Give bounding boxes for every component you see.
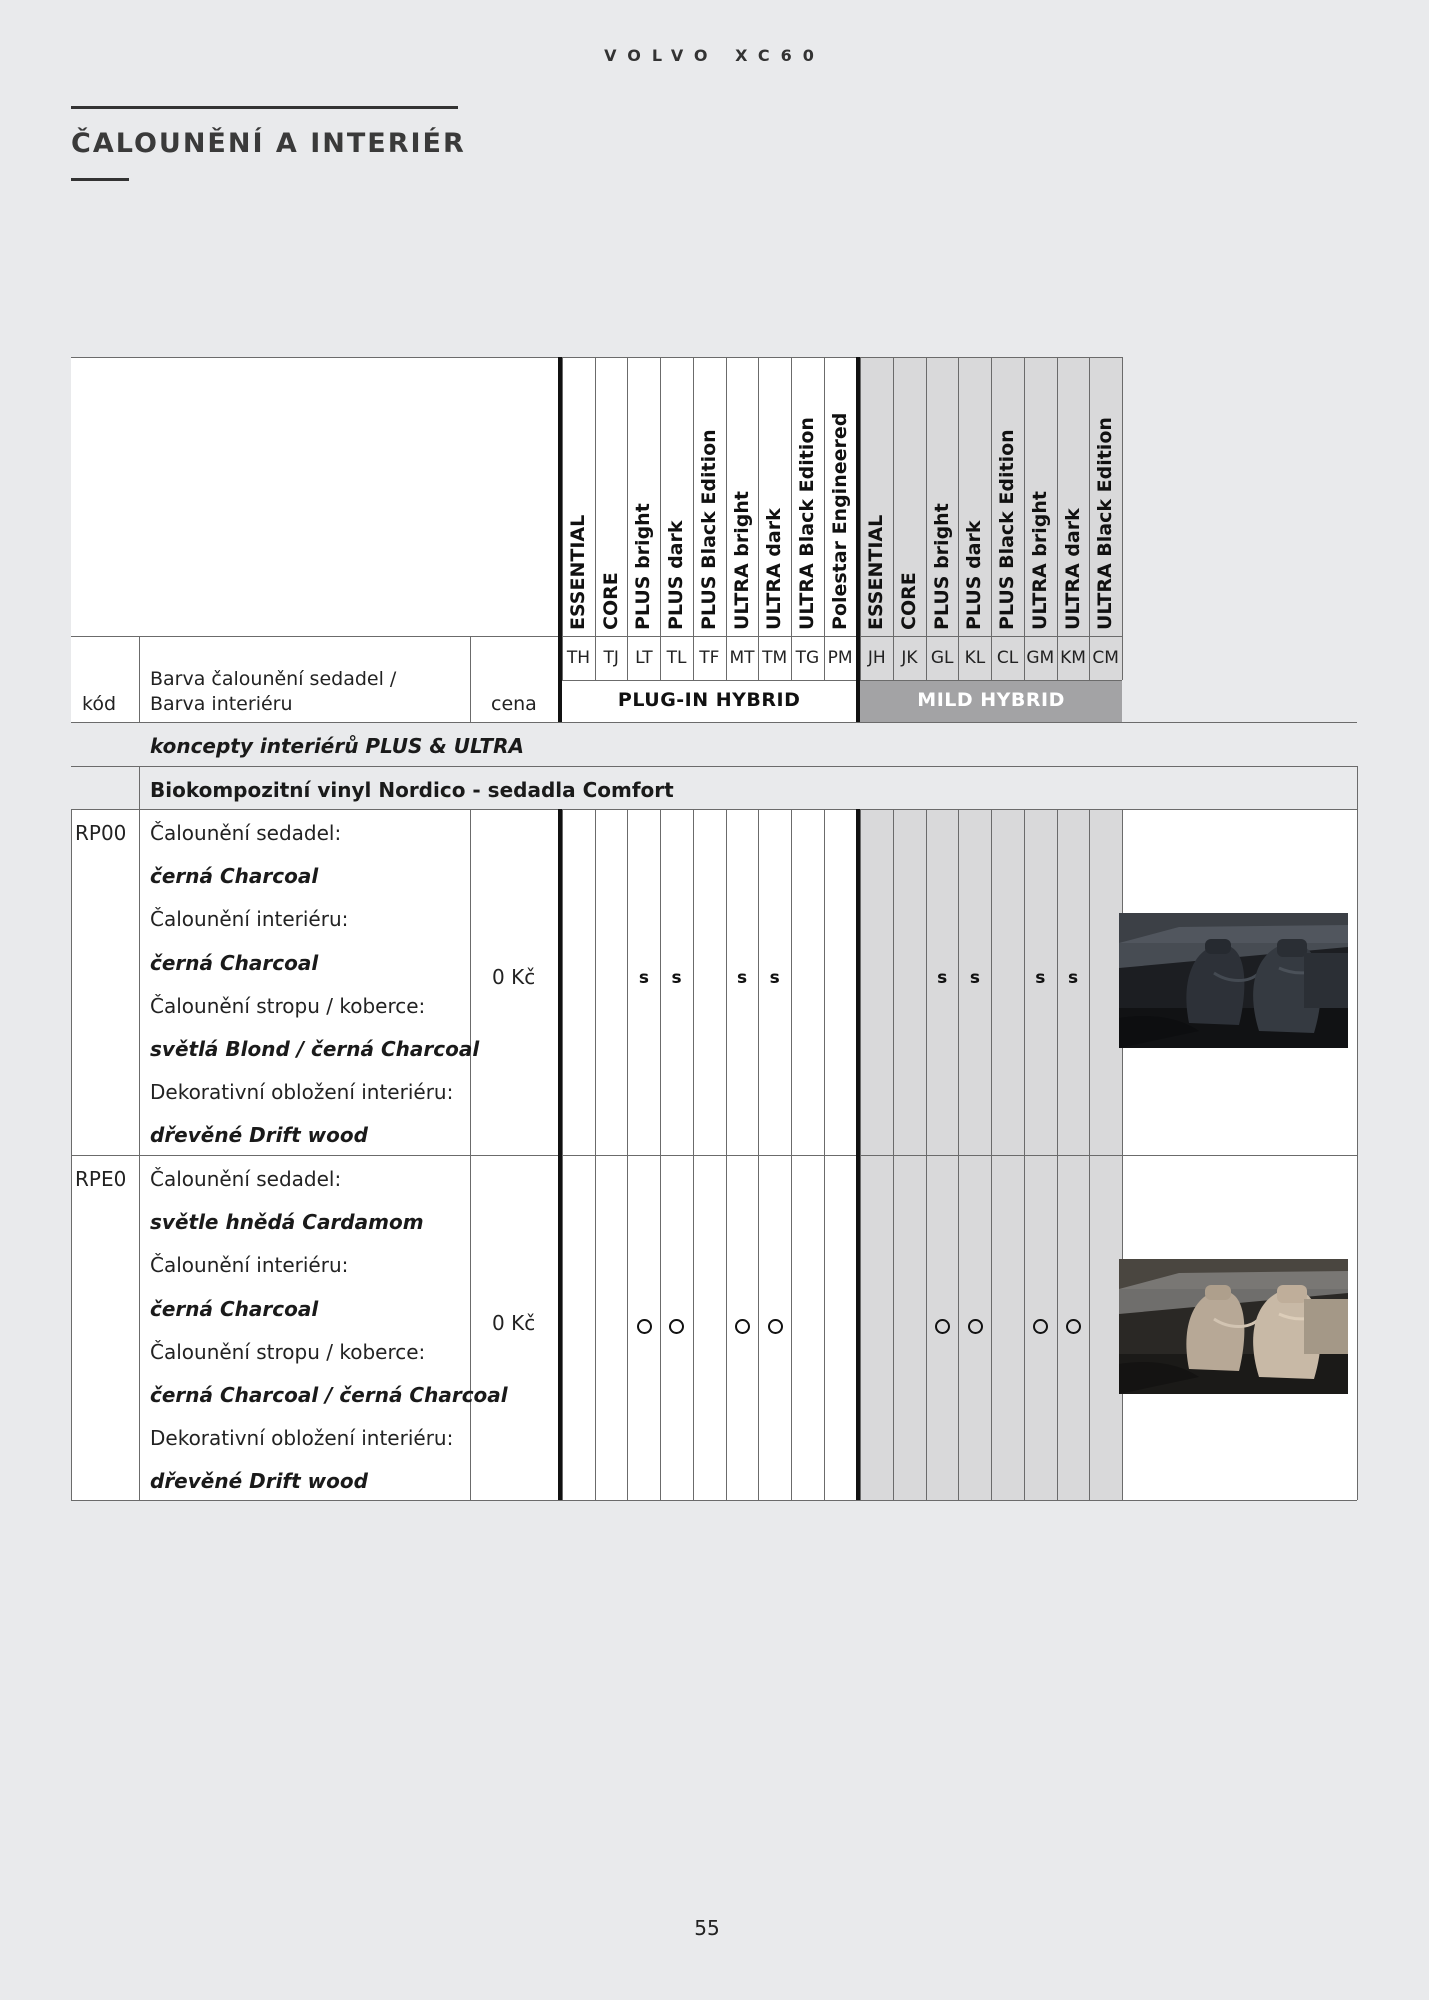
row-text-line: Čalounění stropu / koberce:: [150, 993, 426, 1018]
trim-label: PLUS dark: [963, 520, 986, 630]
trim-label: CORE: [599, 572, 622, 630]
trim-label: ULTRA bright: [1028, 491, 1051, 630]
brand-header: VOLVO XC60: [604, 46, 825, 65]
page-number: 55: [694, 1916, 720, 1940]
trim-label: ESSENTIAL: [865, 514, 888, 630]
availability-standard: s: [969, 968, 980, 988]
trim-code: GL: [930, 648, 954, 668]
availability-option-icon: [768, 1319, 783, 1334]
availability-standard: s: [671, 968, 682, 988]
section-heading: koncepty interiérů PLUS & ULTRA: [150, 734, 524, 758]
row-text-line: Čalounění sedadel:: [150, 821, 342, 845]
group-label: MILD HYBRID: [917, 689, 1065, 711]
trim-label: PLUS Black Edition: [996, 429, 1019, 630]
trim-label: CORE: [898, 572, 920, 630]
availability-standard: s: [1035, 968, 1046, 988]
row-price: 0 Kč: [492, 965, 536, 989]
trim-code: JH: [867, 648, 886, 668]
trim-label: ULTRA Black Edition: [795, 417, 818, 630]
trim-label: PLUS bright: [930, 503, 953, 630]
title-rule-top: [71, 106, 458, 109]
trim-code: LT: [635, 648, 653, 668]
trim-code: CL: [996, 648, 1019, 668]
group-label: PLUG-IN HYBRID: [617, 689, 801, 711]
trim-code: TM: [762, 648, 788, 668]
availability-option-icon: [968, 1319, 983, 1334]
trim-code: TH: [566, 648, 591, 668]
trim-code: CM: [1092, 648, 1119, 668]
row-text-line: světle hnědá Cardamom: [150, 1210, 424, 1235]
trim-code: TL: [666, 648, 687, 668]
row-code: RPE0: [75, 1167, 127, 1191]
row-text-line: dřevěné Drift wood: [150, 1123, 368, 1148]
interior-photo: [1119, 913, 1348, 1048]
availability-standard: s: [769, 968, 780, 988]
page-title: ČALOUNĚNÍ A INTERIÉR: [71, 128, 466, 159]
trim-label: Polestar Engineered: [828, 412, 851, 630]
trim-code: PM: [827, 648, 853, 668]
trim-label: ULTRA dark: [1061, 508, 1084, 630]
trim-label: PLUS Black Edition: [697, 429, 720, 630]
availability-option-icon: [1033, 1319, 1048, 1334]
availability-standard: s: [937, 968, 948, 988]
row-text-line: černá Charcoal: [150, 950, 319, 975]
trim-code: GM: [1026, 648, 1055, 668]
row-text-line: světlá Blond / černá Charcoal: [150, 1037, 480, 1061]
trim-label: PLUS bright: [632, 503, 655, 630]
trim-code: JK: [901, 648, 918, 668]
availability-option-icon: [1066, 1319, 1081, 1334]
row-text-line: dřevěné Drift wood: [150, 1469, 368, 1494]
availability-standard: s: [736, 968, 748, 988]
row-text-line: Dekorativní obložení interiéru:: [150, 1080, 454, 1105]
col-name-label: Barva čalounění sedadel /: [150, 668, 397, 690]
row-text-line: Čalounění sedadel:: [150, 1167, 342, 1191]
trim-code: KM: [1060, 648, 1086, 668]
trim-label: ULTRA dark: [763, 508, 786, 630]
availability-option-icon: [735, 1319, 750, 1334]
trim-label: ULTRA bright: [730, 491, 753, 630]
row-text-line: Dekorativní obložení interiéru:: [150, 1426, 454, 1451]
row-text-line: Čalounění stropu / koberce:: [150, 1339, 426, 1364]
availability-option-icon: [669, 1319, 684, 1334]
car-interior-image: [1119, 1259, 1348, 1394]
row-code: RP00: [75, 821, 127, 845]
col-code-label: kód: [82, 693, 117, 715]
row-text-line: černá Charcoal: [150, 864, 319, 889]
row-price: 0 Kč: [492, 1310, 536, 1335]
col-name-label: Barva interiéru: [150, 693, 293, 715]
availability-option-icon: [637, 1319, 652, 1334]
interior-photo: [1119, 1259, 1348, 1394]
availability-standard: s: [1067, 968, 1079, 988]
trim-label: ESSENTIAL: [567, 514, 589, 630]
subsection-heading: Biokompozitní vinyl Nordico - sedadla Comfort: [150, 778, 674, 802]
trim-code: MT: [729, 648, 755, 668]
row-text-line: černá Charcoal / černá Charcoal: [150, 1383, 508, 1407]
title-rule-short: [71, 178, 129, 181]
row-text-line: černá Charcoal: [150, 1296, 319, 1321]
availability-standard: s: [638, 968, 649, 988]
car-interior-image: [1119, 913, 1348, 1048]
trim-label: ULTRA Black Edition: [1094, 417, 1117, 630]
trim-code: TF: [699, 648, 720, 668]
col-price-label: cena: [491, 693, 537, 715]
trim-label: PLUS dark: [665, 520, 688, 630]
row-text-line: Čalounění interiéru:: [150, 1253, 349, 1278]
trim-code: TG: [795, 648, 820, 668]
availability-option-icon: [935, 1319, 950, 1334]
trim-code: KL: [964, 648, 986, 668]
row-text-line: Čalounění interiéru:: [150, 907, 349, 932]
trim-code: TJ: [603, 648, 619, 668]
